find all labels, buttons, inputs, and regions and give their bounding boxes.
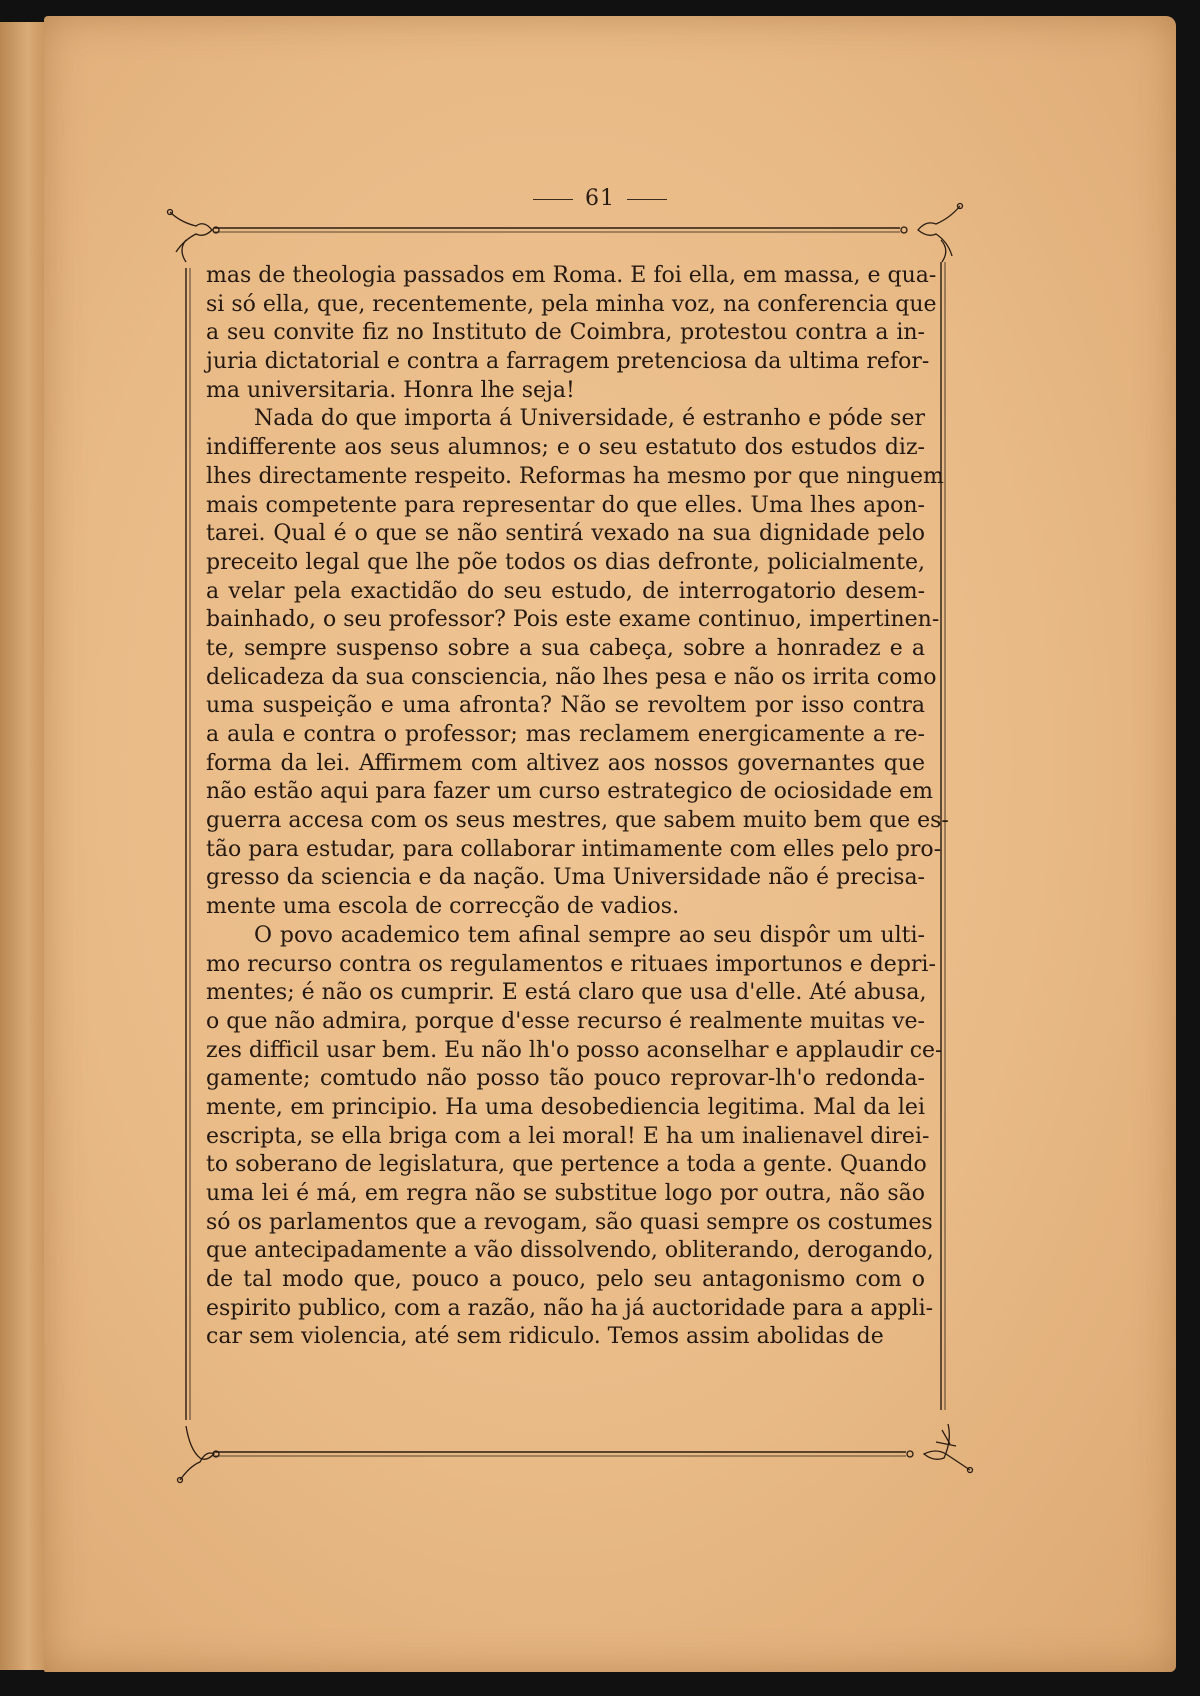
text-line: Nada do que importa á Universidade, é estranho e póde ser — [254, 406, 925, 432]
text-line: te, sempre suspenso sobre a sua cabeça, sobre a honradez e a — [206, 635, 925, 661]
text-line: to soberano de legislatura, que pertence a toda a gente. Quando — [206, 1152, 927, 1178]
text-line: gamente; comtudo não posso tão pouco reprovar-lh'o redonda- — [206, 1066, 925, 1092]
text-line: de tal modo que, pouco a pouco, pelo seu antagonismo com o — [206, 1267, 925, 1293]
text-line: delicadeza da sua consciencia, não lhes pesa e não os irrita como — [206, 664, 937, 690]
text-line: guerra accesa com os seus mestres, que sabem muito bem que es- — [206, 808, 949, 834]
text-line: forma da lei. Affirmem com altivez aos nossos governantes que — [206, 750, 925, 776]
text-line: mente uma escola de correcção de vadios. — [206, 894, 680, 920]
facing-page-edge — [0, 22, 48, 1670]
text-line: indifferente aos seus alumnos; e o seu estatuto dos estudos diz- — [206, 435, 925, 461]
text-line: O povo academico tem afinal sempre ao seu dispôr um ulti- — [254, 922, 925, 948]
page-body-text — [206, 262, 949, 1352]
paragraph — [206, 262, 937, 405]
text-line: mo recurso contra os regulamentos e rituaes importunos e depri- — [206, 951, 936, 977]
text-line: gresso da sciencia e da nação. Uma Universidade não é precisa- — [206, 865, 925, 891]
text-line: tarei. Qual é o que se não sentirá vexado na sua dignidade pelo — [206, 521, 925, 547]
text-line: tão para estudar, para collaborar intimamente com elles pelo pro- — [206, 836, 942, 862]
text-line: que antecipadamente a vão dissolvendo, obliterando, derogando, — [206, 1238, 934, 1264]
text-line: car sem violencia, até sem ridiculo. Temos assim abolidas de — [206, 1324, 884, 1350]
text-line: mais competente para representar do que elles. Uma lhes apon- — [206, 492, 925, 518]
dash-left — [533, 199, 573, 200]
paragraph — [206, 405, 949, 921]
text-line: a velar pela exactidão do seu estudo, de interrogatorio desem- — [206, 578, 925, 604]
text-line: lhes directamente respeito. Reformas ha mesmo por que ninguem — [206, 463, 944, 489]
text-line: preceito legal que lhe põe todos os dias defronte, policialmente, — [206, 549, 925, 575]
text-line: mentes; é não os cumprir. E está claro que usa d'elle. Até abusa, — [206, 980, 927, 1006]
text-line: espirito publico, com a razão, não ha já auctoridade para a appli- — [206, 1295, 934, 1321]
text-line: zes difficil usar bem. Eu não lh'o posso aconselhar e applaudir ce- — [206, 1037, 943, 1063]
text-line: a aula e contra o professor; mas reclamem energicamente a re- — [206, 722, 925, 747]
text-line: juria dictatorial e contra a farragem pretenciosa da ultima refor- — [206, 349, 930, 375]
text-line: mas de theologia passados em Roma. E foi ella, em massa, e qua- — [206, 263, 937, 288]
text-line: mente, em principio. Ha uma desobediencia legitima. Mal da lei — [206, 1094, 925, 1120]
text-line: escripta, se ella briga com a lei moral! E ha um inalienavel direi- — [206, 1123, 930, 1149]
text-line: si só ella, que, recentemente, pela minha voz, na conferencia que — [206, 291, 937, 317]
text-line: a seu convite fiz no Instituto de Coimbra, protestou contra a in- — [206, 320, 925, 346]
dash-right — [627, 199, 667, 200]
text-line: bainhado, o seu professor? Pois este exame continuo, impertinen- — [206, 607, 940, 633]
text-line: uma suspeição e uma afronta? Não se revoltem por isso contra — [206, 693, 925, 719]
page-number — [0, 186, 1200, 211]
text-line: uma lei é má, em regra não se substitue logo por outra, não são — [206, 1181, 925, 1206]
text-line: não estão aqui para fazer um curso estrategico de ociosidade em — [206, 779, 933, 805]
text-line: ma universitaria. Honra lhe seja! — [206, 377, 575, 403]
text-line: o que não admira, porque d'esse recurso é realmente muitas ve- — [206, 1008, 925, 1034]
paragraph — [206, 922, 943, 1352]
text-line: só os parlamentos que a revogam, são quasi sempre os costumes — [206, 1209, 933, 1235]
page-number-text: 61 — [585, 186, 615, 211]
